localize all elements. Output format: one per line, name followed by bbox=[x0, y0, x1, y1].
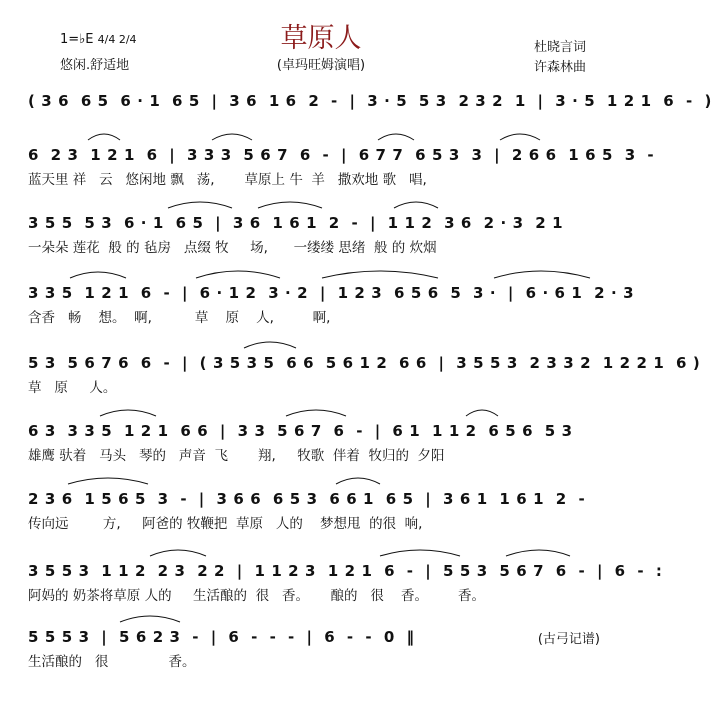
lyric-line: 蓝天里 祥 云 悠闲地 飘 荡, 草原上 牛 羊 撒欢地 歌 唱, bbox=[28, 172, 427, 188]
slur-arc bbox=[506, 550, 570, 556]
lyricist-credit: 杜晓言词 bbox=[534, 40, 587, 55]
slur-arc bbox=[494, 271, 590, 278]
notation-line: 3 5 5 3 1 1 2 2 3 2 2 | 1 1 2 3 1 2 1 6 - | 5 5 3 5 6 7 6 - | 6 - : bbox=[28, 562, 663, 580]
lyric-line: 生活酿的 很 香。 bbox=[28, 654, 196, 670]
notation-line: 3 3 5 1 2 1 6 - | 6 · 1 2 3 · 2 | 1 2 3 6 5 6 5 3 · | 6 · 6 1 2 · 3 bbox=[28, 284, 635, 302]
slur-arc bbox=[88, 134, 120, 140]
slur-arc bbox=[68, 478, 148, 484]
notation-line: 2 3 6 1 5 6 5 3 - | 3 6 6 6 5 3 6 6 1 6 5 | 3 6 1 1 6 1 2 - bbox=[28, 490, 586, 508]
song-title: 草原人 bbox=[280, 23, 362, 54]
slur-arc bbox=[70, 272, 126, 278]
slur-arc bbox=[258, 202, 322, 208]
lyric-line: 雄鹰 驮着 马头 琴的 声音 飞 翔, 牧歌 伴着 牧归的 夕阳 bbox=[28, 448, 445, 464]
slur-arc bbox=[150, 550, 206, 556]
notation-line: 5 5 5 3 | 5 6 2 3 - | 6 - - - | 6 - - 0 ‖ bbox=[28, 628, 415, 646]
slur-arc bbox=[286, 410, 346, 416]
slur-arc bbox=[100, 410, 156, 416]
slur-arc bbox=[378, 134, 414, 140]
lyric-line: 一朵朵 莲花 般 的 毡房 点缀 牧 场, 一缕缕 思绪 般 的 炊烟 bbox=[28, 240, 437, 256]
lyric-line: 传向远 方, 阿爸的 牧鞭把 草原 人的 梦想甩 的很 响, bbox=[28, 516, 423, 532]
composer-credit: 许森林曲 bbox=[534, 60, 587, 75]
notation-line: 5 3 5 6 7 6 6 - | ( 3 5 3 5 6 6 5 6 1 2 6 6 | 3 5 5 3 2 3 3 2 1 2 2 1 6 ) bbox=[28, 354, 701, 372]
transcriber-credit: (古弓记谱) bbox=[537, 632, 600, 647]
slur-arc bbox=[212, 134, 252, 140]
slur-arc bbox=[244, 342, 296, 348]
slur-arc bbox=[196, 271, 280, 278]
time-signature: 4/4 2/4 bbox=[97, 33, 137, 46]
lyric-line: 阿妈的 奶茶将草原 人的 生活酿的 很 香。 酿的 很 香。 香。 bbox=[28, 588, 486, 604]
notation-line: 3 5 5 5 3 6 · 1 6 5 | 3 6 1 6 1 2 - | 1 1 2 3 6 2 · 3 2 1 bbox=[28, 214, 564, 232]
slur-arc bbox=[500, 134, 540, 140]
key-label: 1=♭E bbox=[60, 32, 94, 47]
slur-arc bbox=[394, 202, 438, 208]
slur-arc bbox=[336, 478, 380, 484]
slur-arc bbox=[466, 410, 498, 416]
slur-arc bbox=[168, 202, 232, 208]
tempo-marking: 悠闲.舒适地 bbox=[60, 58, 130, 73]
notation-line: 6 2 3 1 2 1 6 | 3 3 3 5 6 7 6 - | 6 7 7 6 5 3 3 | 2 6 6 1 6 5 3 - bbox=[28, 146, 655, 164]
notation-line: ( 3 6 6 5 6 · 1 6 5 | 3 6 1 6 2 - | 3 · 5 5 3 2 3 2 1 | 3 · 5 1 2 1 6 - ) bbox=[28, 92, 712, 110]
slur-arc bbox=[120, 616, 180, 622]
notation-line: 6 3 3 3 5 1 2 1 6 6 | 3 3 5 6 7 6 - | 6 1 1 1 2 6 5 6 5 3 bbox=[28, 422, 573, 440]
lyric-line bbox=[28, 114, 618, 132]
lyric-line: 含香 畅 想。 啊, 草 原 人, 啊, bbox=[28, 310, 331, 326]
lyric-line: 草 原 人。 bbox=[28, 380, 117, 396]
slur-arc bbox=[380, 550, 460, 556]
slur-arc bbox=[322, 271, 438, 278]
performer-subtitle: (卓玛旺姆演唱) bbox=[276, 58, 366, 73]
